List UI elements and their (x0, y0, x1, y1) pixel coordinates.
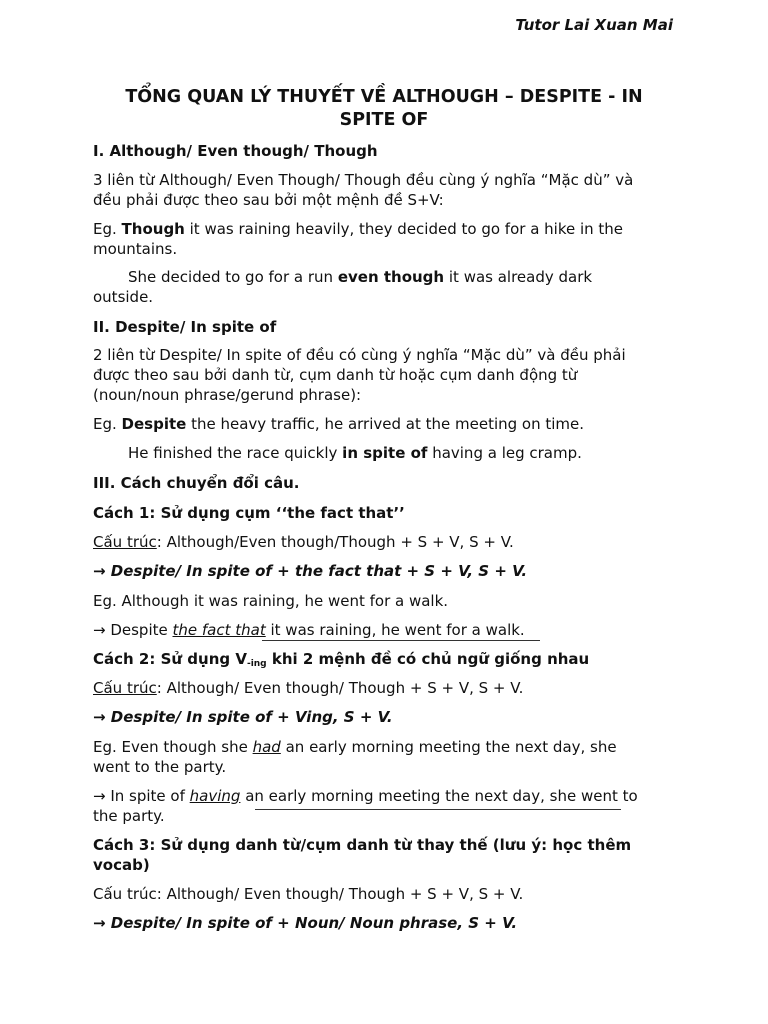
text-line: 3 liên từ Although/ Even Though/ Though đều cùng ý nghĩa “Mặc dù” và (93, 171, 634, 189)
section-1-example-2 (93, 267, 678, 307)
text-line (93, 786, 678, 806)
text-line: Cách 3: Sử dụng danh từ/cụm danh từ thay thế (lưu ý: học thêm (93, 836, 632, 854)
method-1-structure (93, 532, 678, 552)
section-1-heading: I. Although/ Even though/ Though (93, 142, 378, 160)
text-run: → Despite (93, 621, 173, 639)
text-line: (noun/noun phrase/gerund phrase): (93, 386, 362, 404)
text-line: outside. (93, 288, 154, 306)
scan-line-artifact (262, 640, 540, 641)
title-line-1: TỔNG QUAN LÝ THUYẾT VỀ ALTHOUGH – DESPITE - IN (125, 87, 643, 107)
emphasis-had: had (252, 738, 281, 756)
title-line-2: SPITE OF (339, 110, 429, 130)
method-2-heading (93, 649, 678, 674)
keyword-even-though: even though (337, 268, 445, 286)
method-2-formula: → Despite/ In spite of + Ving, S + V. (93, 708, 393, 726)
scan-line-artifact (255, 809, 621, 810)
text-line: 2 liên từ Despite/ In spite of đều có cùng ý nghĩa “Mặc dù” và đều phải (93, 346, 626, 364)
text-run: having a leg cramp. (427, 444, 582, 462)
section-3-heading: III. Cách chuyển đổi câu. (93, 474, 300, 492)
method-2-example (93, 737, 678, 777)
method-1-example: Eg. Although it was raining, he went for a walk. (93, 592, 449, 610)
subscript-ing: -ing (246, 659, 267, 669)
text-line: mountains. (93, 240, 178, 258)
structure-label: Cấu trúc (93, 533, 157, 551)
text-run: He finished the race quickly (128, 444, 343, 462)
header-author: Tutor Lai Xuan Mai (515, 16, 673, 34)
method-1-formula: → Despite/ In spite of + the fact that + S + V, S + V. (93, 562, 528, 580)
text-run: : Although/ Even though/ Though + S + V, S + V. (156, 679, 524, 697)
text-run: an early morning meeting the next day, she (280, 738, 617, 756)
page-title (100, 86, 668, 132)
text-run: She decided to go for a run (128, 268, 338, 286)
method-3-formula: → Despite/ In spite of + Noun/ Noun phrase, S + V. (93, 914, 518, 932)
keyword-despite: Despite (121, 415, 187, 433)
emphasis-having: having (189, 787, 241, 805)
text-line (93, 443, 678, 463)
text-line (93, 267, 678, 287)
section-2-heading: II. Despite/ In spite of (93, 318, 277, 336)
text-run: the heavy traffic, he arrived at the meeting on time. (186, 415, 585, 433)
text-run: Eg. (93, 220, 122, 238)
section-1-example-1 (93, 219, 678, 259)
section-2-example-1 (93, 414, 678, 434)
text-line: vocab) (93, 856, 150, 874)
text-line: the party. (93, 807, 165, 825)
text-run: it was raining heavily, they decided to go for a hike in the (184, 220, 624, 238)
text-line (93, 219, 678, 239)
method-1-conversion (93, 620, 678, 640)
structure-label: Cấu trúc (93, 679, 157, 697)
text-line: went to the party. (93, 758, 227, 776)
section-2-description (93, 345, 678, 405)
method-3-structure: Cấu trúc: Although/ Even though/ Though + S + V, S + V. (93, 885, 524, 903)
text-line: được theo sau bởi danh từ, cụm danh từ hoặc cụm danh động từ (93, 366, 578, 384)
text-line (93, 737, 678, 757)
method-3-heading (93, 835, 678, 875)
method-2-conversion (93, 786, 678, 826)
section-2-example-2 (93, 443, 678, 463)
text-run: khi 2 mệnh đề có chủ ngữ giống nhau (266, 650, 590, 668)
method-2-structure (93, 678, 678, 698)
text-line: đều phải được theo sau bởi một mệnh đề S+V: (93, 191, 444, 209)
text-run: it was raining, he went for a walk. (265, 621, 525, 639)
text-run: it was already dark (444, 268, 593, 286)
text-run: : Although/Even though/Though + S + V, S + V. (156, 533, 514, 551)
keyword-though: Though (121, 220, 185, 238)
text-run: Eg. (93, 415, 122, 433)
text-run: an early morning meeting the next day, she went to (240, 787, 638, 805)
method-1-heading: Cách 1: Sử dụng cụm ‘‘the fact that’’ (93, 504, 405, 522)
keyword-in-spite-of: in spite of (342, 444, 428, 462)
text-run: Cách 2: Sử dụng V (93, 650, 247, 668)
text-run: Eg. Even though she (93, 738, 253, 756)
section-1-description (93, 170, 678, 210)
emphasis-the-fact-that: the fact that (172, 621, 266, 639)
text-run: → In spite of (93, 787, 190, 805)
